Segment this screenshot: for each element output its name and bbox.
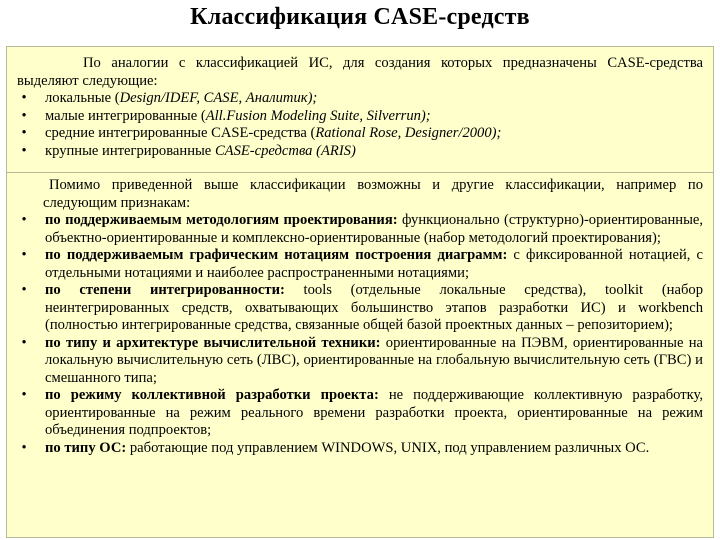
criterion-label: по типу ОС: xyxy=(45,439,127,456)
other-classifications-panel xyxy=(6,172,714,538)
bullet-icon: • xyxy=(21,439,27,456)
bullet-icon: • xyxy=(21,142,27,159)
bullet-icon: • xyxy=(21,90,27,106)
list-item xyxy=(17,125,703,143)
item-text: локальные ( xyxy=(45,90,120,106)
criterion-label: по типу и архитектуре вычислительной техники: xyxy=(45,334,381,351)
criterion-text: функционально (структурно)-ориентированные, объектно-ориентированные и комплексно-ориентированные (набор методологий проектирования); xyxy=(45,212,703,246)
classification-criteria-list xyxy=(17,212,703,457)
list-item xyxy=(17,335,703,388)
item-italic: All.Fusion Modeling Suite, Silverrun); xyxy=(205,107,431,124)
list-item xyxy=(17,247,703,282)
item-text: малые интегрированные ( xyxy=(45,107,206,124)
item-text: средние интегрированные CASE-средства ( xyxy=(45,125,316,141)
criterion-text: ориентированные на ПЭВМ, ориентированные на локальную вычислительную сеть (ЛВС), ориентированные на глобальную вычислительную сеть (ГВС) и смешанного типа; xyxy=(45,334,703,386)
item-italic: CASE-средства (ARIS) xyxy=(214,142,356,159)
intro-paragraph: Помимо приведенной выше классификации возможны и другие классификации, например по следующим признакам: xyxy=(43,177,703,211)
list-item xyxy=(17,90,703,108)
criterion-text: с фиксированной нотацией, с отдельными нотациями и наиболее распространенными нотациями; xyxy=(45,247,703,281)
case-types-panel xyxy=(6,46,714,174)
criterion-label: по степени интегрированности: xyxy=(45,282,285,298)
criterion-text: не поддерживающие коллективную разработку, ориентированные на режим реального времени разработки проекта, ориентированные на режим объединения подпроектов; xyxy=(45,387,703,438)
bullet-icon: • xyxy=(21,107,27,124)
bullet-icon: • xyxy=(21,125,27,141)
list-item xyxy=(17,212,703,247)
bullet-icon: • xyxy=(21,334,27,351)
list-item xyxy=(17,282,703,335)
criterion-label: по поддерживаемым графическим нотациям построения диаграмм: xyxy=(45,247,508,263)
list-item xyxy=(17,143,703,161)
case-types-list xyxy=(17,90,703,160)
item-text: крупные интегрированные xyxy=(45,142,215,159)
bullet-icon: • xyxy=(21,247,27,263)
bullet-icon: • xyxy=(21,282,27,298)
item-italic: Rational Rose, Designer/2000); xyxy=(315,125,502,141)
page-title: Классификация CASE-средств xyxy=(190,4,530,30)
criterion-text: tools (отдельные локальные средства), toolkit (набор неинтегрированных средств, охватывающих большинство этапов разработки ИС) и workbench (полностью интегрированные средства, связанные общей базой проектных данных – репозиторием); xyxy=(45,282,703,333)
criterion-label: по режиму коллективной разработки проекта: xyxy=(45,387,379,403)
criterion-label: по поддерживаемым методологиям проектирования: xyxy=(45,212,398,228)
list-item xyxy=(17,440,703,458)
list-item xyxy=(17,387,703,440)
list-item xyxy=(17,108,703,126)
item-italic: Design/IDEF, CASE, Аналитик); xyxy=(119,90,318,106)
intro-paragraph: По аналогии с классификацией ИС, для создания которых предназначены CASE-средства выделяют следующие: xyxy=(17,55,703,89)
criterion-text: работающие под управлением WINDOWS, UNIX, под управлением различных ОС. xyxy=(126,439,650,456)
bullet-icon: • xyxy=(21,387,27,403)
bullet-icon: • xyxy=(21,212,27,228)
